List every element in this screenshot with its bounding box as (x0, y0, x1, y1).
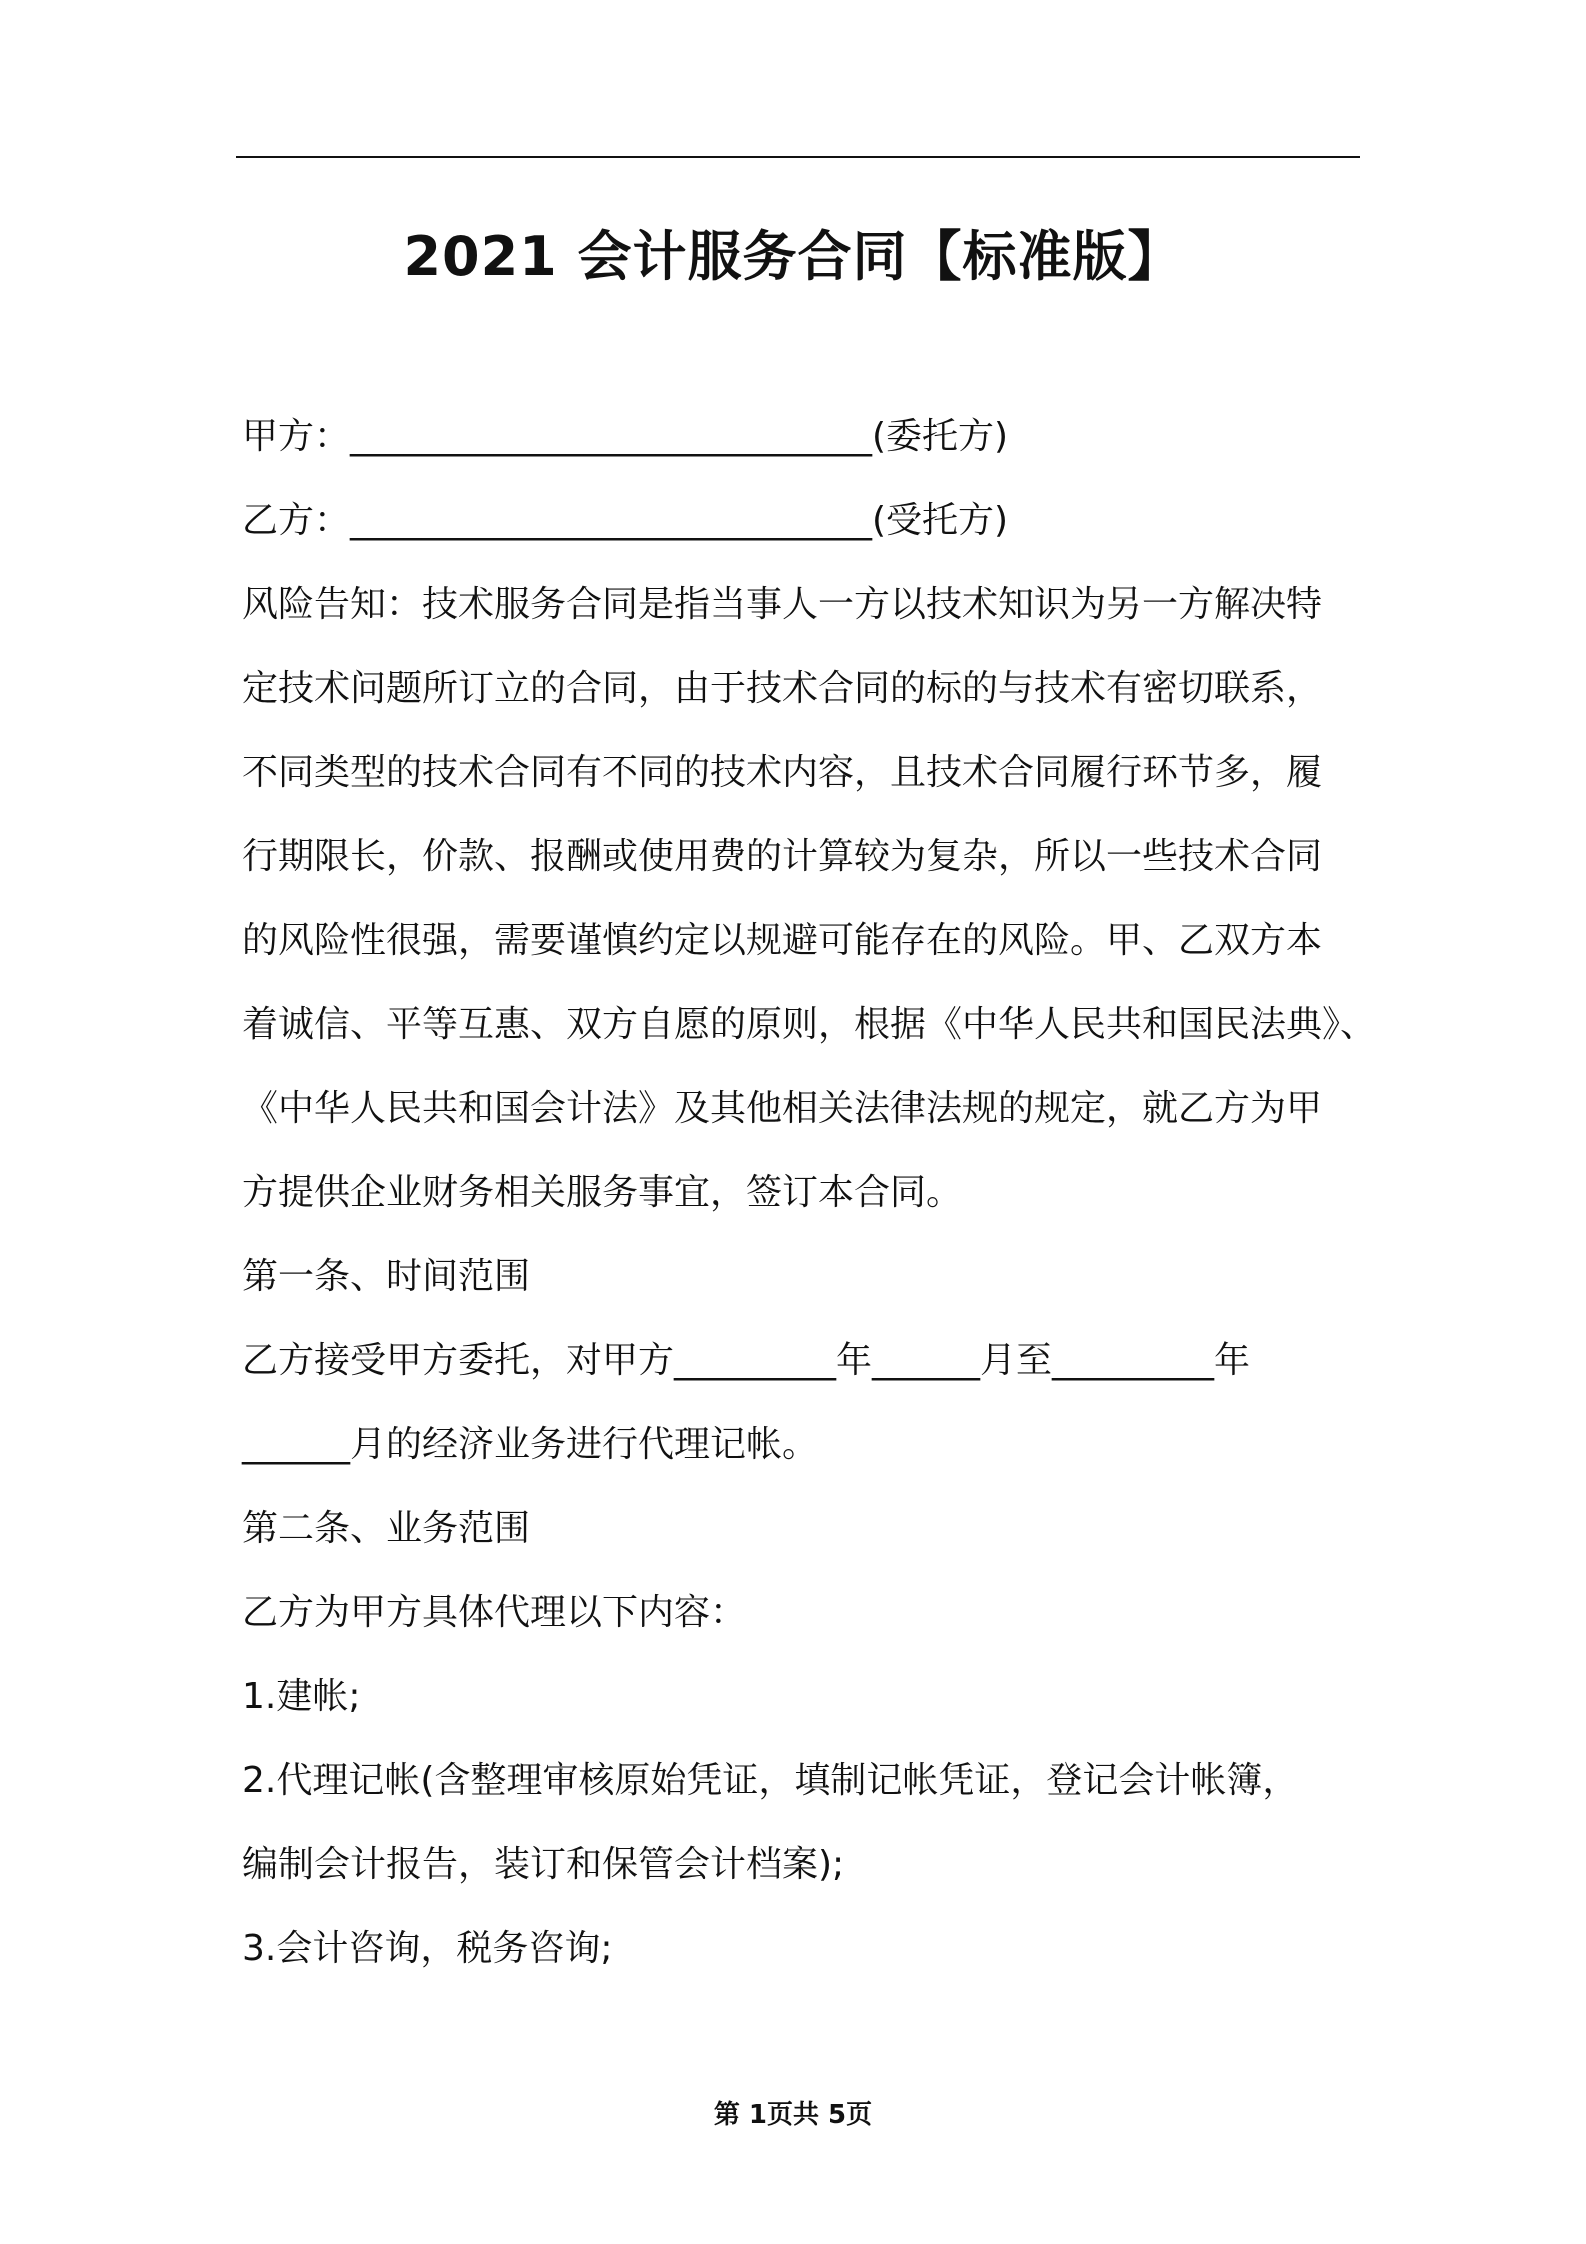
section-heading: 第一条、时间范围 (242, 1256, 531, 1297)
document-title: 2021 会计服务合同【标准版】 (403, 225, 1183, 288)
paragraph-line: 风险告知：技术服务合同是指当事人一方以技术知识为另一方解决特 (242, 584, 1323, 625)
section-heading: 第二条、业务范围 (242, 1508, 531, 1549)
page-number: 第 1页共 5页 (713, 2100, 873, 2130)
paragraph-line: 不同类型的技术合同有不同的技术内容，且技术合同履行环节多，履 (242, 752, 1323, 793)
paragraph-line: 的风险性很强，需要谨慎约定以规避可能存在的风险。甲、乙双方本 (242, 920, 1323, 961)
list-item: 3.会计咨询，税务咨询; (242, 1928, 613, 1969)
paragraph-line: 定技术问题所订立的合同，由于技术合同的标的与技术有密切联系， (242, 668, 1323, 709)
paragraph-line: 乙方为甲方具体代理以下内容： (242, 1592, 747, 1633)
list-item: 1.建帐; (242, 1676, 361, 1717)
list-item: 2.代理记帐(含整理审核原始凭证，填制记帐凭证，登记会计帐簿， (242, 1760, 1299, 1801)
paragraph-line: ______月的经济业务进行代理记帐。 (242, 1424, 819, 1465)
party-b-line: 乙方：_____________________________(受托方) (242, 500, 1009, 541)
paragraph-line: 行期限长，价款、报酬或使用费的计算较为复杂，所以一些技术合同 (242, 836, 1323, 877)
list-item-continuation: 编制会计报告，装订和保管会计档案); (242, 1844, 845, 1885)
header-divider (236, 156, 1360, 158)
paragraph-line: 乙方接受甲方委托，对甲方_________年______月至_________年 (242, 1340, 1251, 1381)
paragraph-line: 着诚信、平等互惠、双方自愿的原则，根据《中华人民共和国民法典》、 (242, 1004, 1377, 1045)
paragraph-line: 《中华人民共和国会计法》及其他相关法律法规的规定，就乙方为甲 (242, 1088, 1323, 1129)
paragraph-line: 方提供企业财务相关服务事宜，签订本合同。 (242, 1172, 963, 1213)
party-a-line: 甲方：_____________________________(委托方) (242, 416, 1009, 457)
